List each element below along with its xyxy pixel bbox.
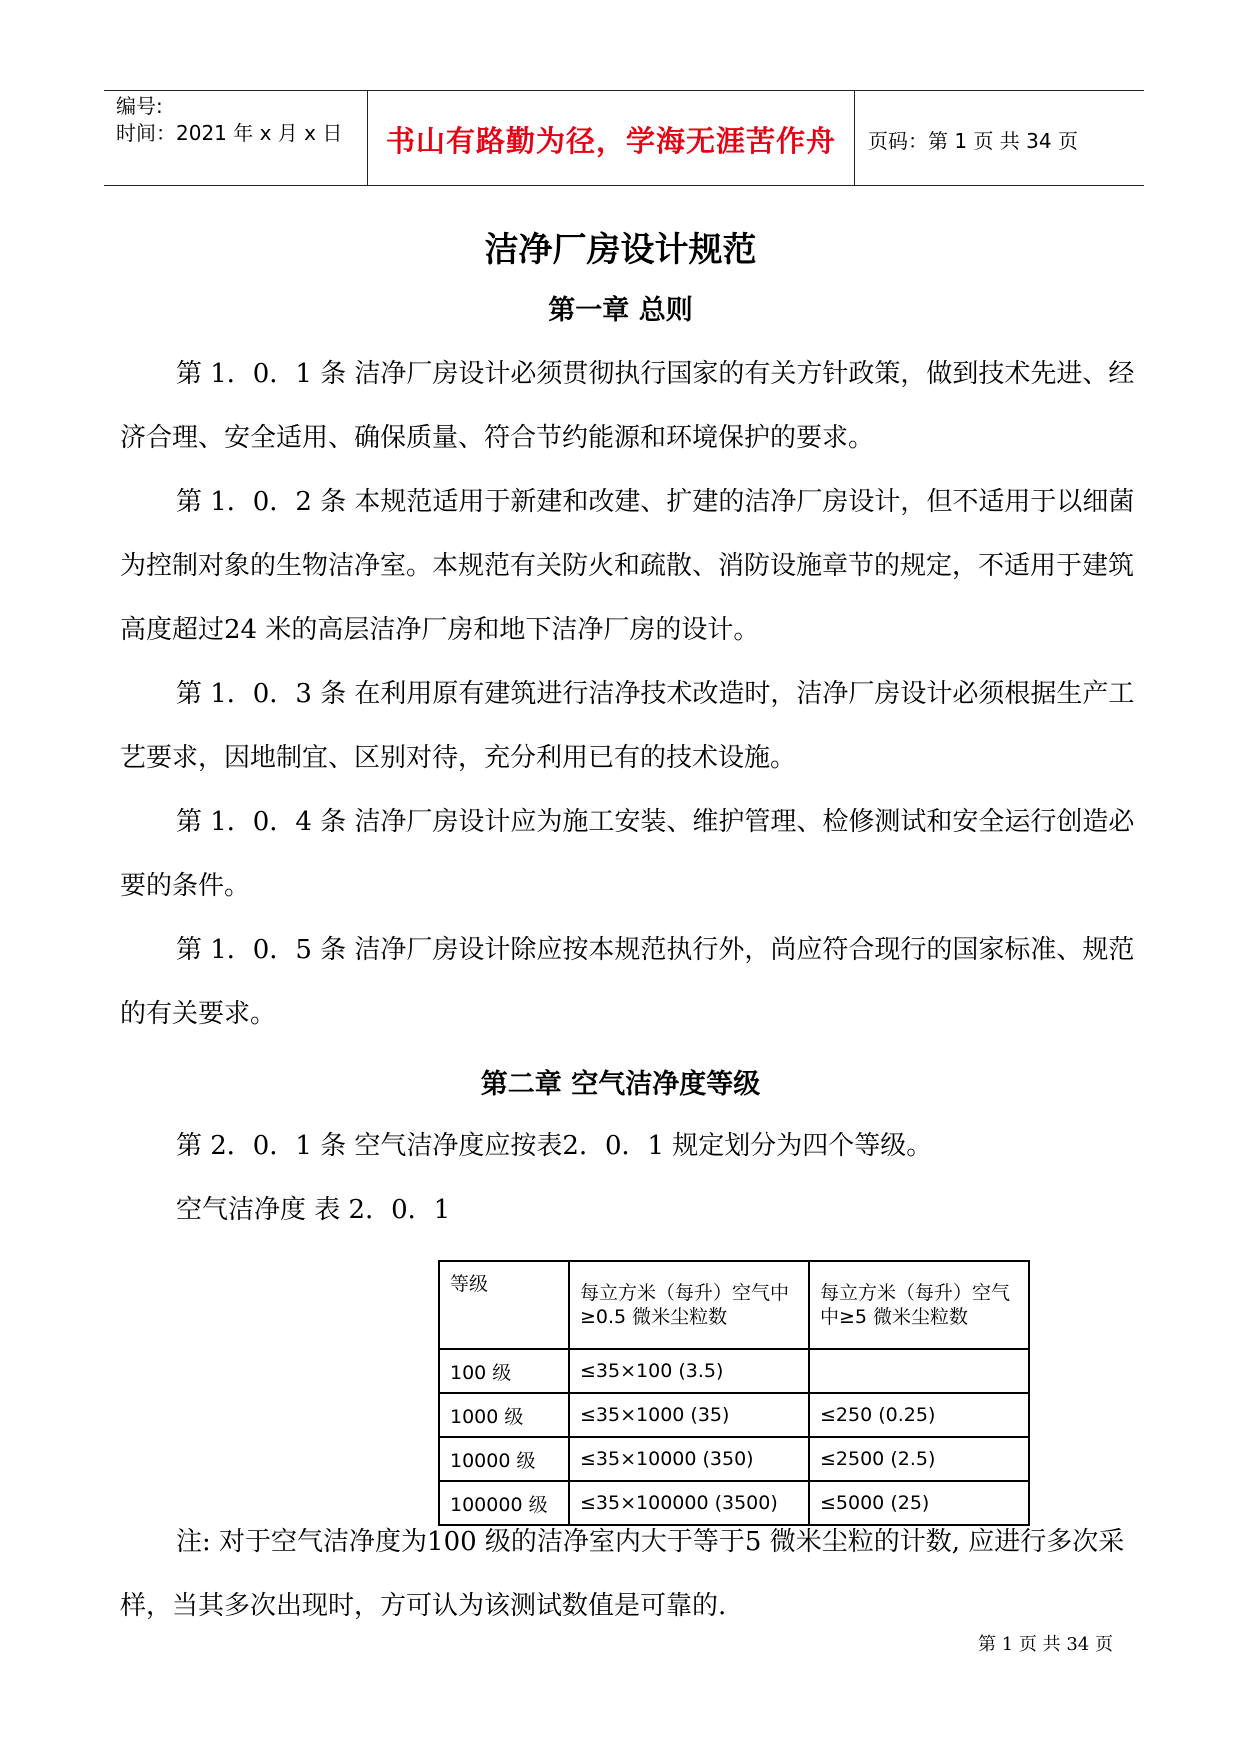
note-text: 注: 对于空气洁净度为100 级的洁净室内大于等于5 微米尘粒的计数, 应进行多次采样，当其多次出现时，方可认为该测试数值是可靠的.	[120, 1527, 1125, 1621]
table-header-cell: 每立方米（每升）空气中≥0.5 微米尘粒数	[569, 1261, 809, 1349]
table-cell: 10000 级	[439, 1437, 569, 1481]
header-divider	[854, 91, 855, 185]
header-meta	[116, 93, 342, 147]
header-motto: 书山有路勤为径，学海无涯苦作舟	[385, 124, 836, 158]
cleanliness-table	[438, 1260, 1030, 1526]
header-page-info: 页码：第 1 页 共 34 页	[868, 129, 1078, 153]
table-row	[439, 1393, 1029, 1437]
table-cell: ≤35×100000 (3500)	[569, 1481, 809, 1525]
paragraph-1-0-3	[120, 662, 1150, 790]
paragraph-1-0-1	[120, 342, 1150, 470]
paragraph-text: 第 1．0．5 条 洁净厂房设计除应按本规范执行外，尚应符合现行的国家标准、规范的有关要求。	[120, 935, 1135, 1029]
page-footer: 第 1 页 共 34 页	[978, 1634, 1113, 1655]
paragraph-1-0-4	[120, 790, 1150, 918]
paragraph-text: 第 2．0．1 条 空气洁净度应按表2．0．1 规定划分为四个等级。	[176, 1131, 933, 1161]
table-cell: ≤35×100 (3.5)	[569, 1349, 809, 1393]
table-cell: 100000 级	[439, 1481, 569, 1525]
time-label: 时间：2021 年 x 月 x 日	[116, 121, 343, 145]
table-cell: 100 级	[439, 1349, 569, 1393]
number-label: 编号:	[116, 94, 163, 118]
paragraph-text: 第 1．0．2 条 本规范适用于新建和改建、扩建的洁净厂房设计，但不适用于以细菌为控制对象的生物洁净室。本规范有关防火和疏散、消防设施章节的规定，不适用于建筑高度超过24 米的高层洁净厂房和地下洁净厂房的设计。	[120, 487, 1135, 645]
chapter-1-heading: 第一章 总则	[548, 295, 693, 326]
table-note	[120, 1510, 1150, 1638]
paragraph-1-0-2	[120, 470, 1150, 662]
table-header-cell: 等级	[439, 1261, 569, 1349]
table-caption	[120, 1178, 1150, 1242]
paragraph-1-0-5	[120, 918, 1150, 1046]
table-row	[439, 1349, 1029, 1393]
table-header-cell: 每立方米（每升）空气中≥5 微米尘粒数	[809, 1261, 1029, 1349]
paragraph-2-0-1	[120, 1114, 1150, 1178]
table-cell: ≤2500 (2.5)	[809, 1437, 1029, 1481]
table-cell: 1000 级	[439, 1393, 569, 1437]
table-cell	[809, 1349, 1029, 1393]
paragraph-text: 第 1．0．4 条 洁净厂房设计应为施工安装、维护管理、检修测试和安全运行创造必要的条件。	[120, 807, 1135, 901]
paragraph-text: 第 1．0．3 条 在利用原有建筑进行洁净技术改造时，洁净厂房设计必须根据生产工艺要求，因地制宜、区别对待，充分利用已有的技术设施。	[120, 679, 1135, 773]
table-row	[439, 1437, 1029, 1481]
table-cell: ≤35×10000 (350)	[569, 1437, 809, 1481]
chapter-2-heading: 第二章 空气洁净度等级	[480, 1069, 761, 1100]
table-cell: ≤5000 (25)	[809, 1481, 1029, 1525]
table-header-row	[439, 1261, 1029, 1349]
caption-text: 空气洁净度 表 2．0．1	[176, 1195, 451, 1225]
document-header	[104, 90, 1144, 186]
table-cell: ≤250 (0.25)	[809, 1393, 1029, 1437]
document-title: 洁净厂房设计规范	[484, 230, 757, 270]
paragraph-text: 第 1．0．1 条 洁净厂房设计必须贯彻执行国家的有关方针政策，做到技术先进、经济合理、安全适用、确保质量、符合节约能源和环境保护的要求。	[120, 359, 1135, 453]
table-cell: ≤35×1000 (35)	[569, 1393, 809, 1437]
